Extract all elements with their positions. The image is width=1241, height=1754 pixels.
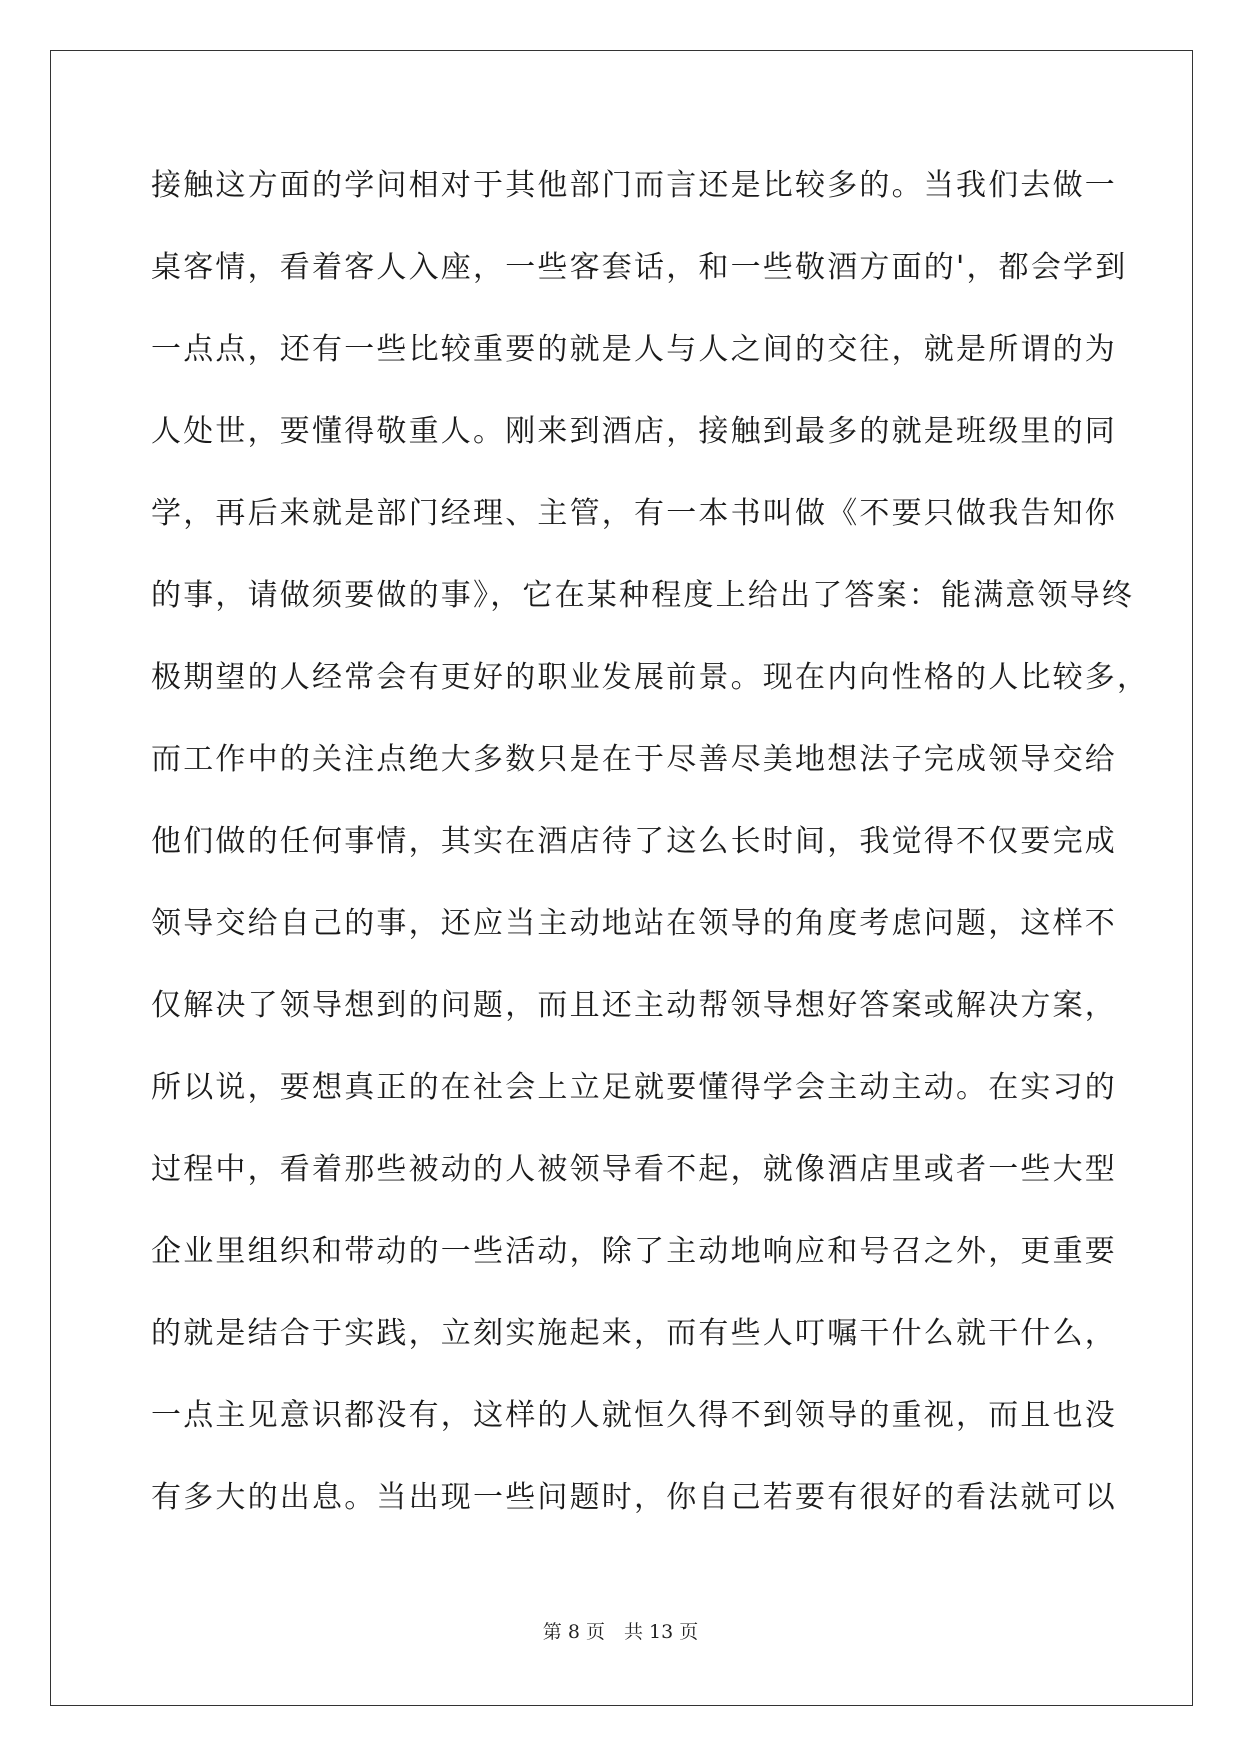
text-line: 的就是结合于实践，立刻实施起来，而有些人叮嘱干什么就干什么，: [151, 1316, 1117, 1351]
text-line: 仅解决了领导想到的问题，而且还主动帮领导想好答案或解决方案，: [151, 988, 1117, 1023]
text-line: 所以说，要想真正的在社会上立足就要懂得学会主动主动。在实习的: [151, 1070, 1117, 1105]
page-number-footer: 第 8 页 共 13 页: [542, 1621, 699, 1643]
text-line: 领导交给自己的事，还应当主动地站在领导的角度考虑问题，这样不: [151, 906, 1117, 941]
document-body: [151, 160, 1150, 1554]
text-line: 他们做的任何事情，其实在酒店待了这么长时间，我觉得不仅要完成: [151, 824, 1117, 859]
text-line: 接触这方面的学问相对于其他部门而言还是比较多的。当我们去做一: [151, 168, 1117, 203]
text-line: 过程中，看着那些被动的人被领导看不起，就像酒店里或者一些大型: [151, 1152, 1117, 1187]
text-line: 一点点，还有一些比较重要的就是人与人之间的交往，就是所谓的为: [151, 332, 1117, 367]
text-line: 企业里组织和带动的一些活动，除了主动地响应和号召之外，更重要: [151, 1234, 1117, 1269]
text-line: 的事，请做须要做的事》，它在某种程度上给出了答案：能满意领导终: [151, 578, 1135, 613]
text-line: 人处世，要懂得敬重人。刚来到酒店，接触到最多的就是班级里的同: [151, 414, 1117, 449]
text-line: 而工作中的关注点绝大多数只是在于尽善尽美地想法子完成领导交给: [151, 742, 1117, 777]
text-line: 一点主见意识都没有，这样的人就恒久得不到领导的重视，而且也没: [151, 1398, 1117, 1433]
text-line: 桌客情，看着客人入座，一些客套话，和一些敬酒方面的'，都会学到: [151, 250, 1128, 285]
text-line: 学，再后来就是部门经理、主管，有一本书叫做《不要只做我告知你: [151, 496, 1117, 531]
text-line: 有多大的出息。当出现一些问题时，你自己若要有很好的看法就可以: [151, 1480, 1117, 1515]
text-line: 极期望的人经常会有更好的职业发展前景。现在内向性格的人比较多，: [151, 660, 1150, 695]
